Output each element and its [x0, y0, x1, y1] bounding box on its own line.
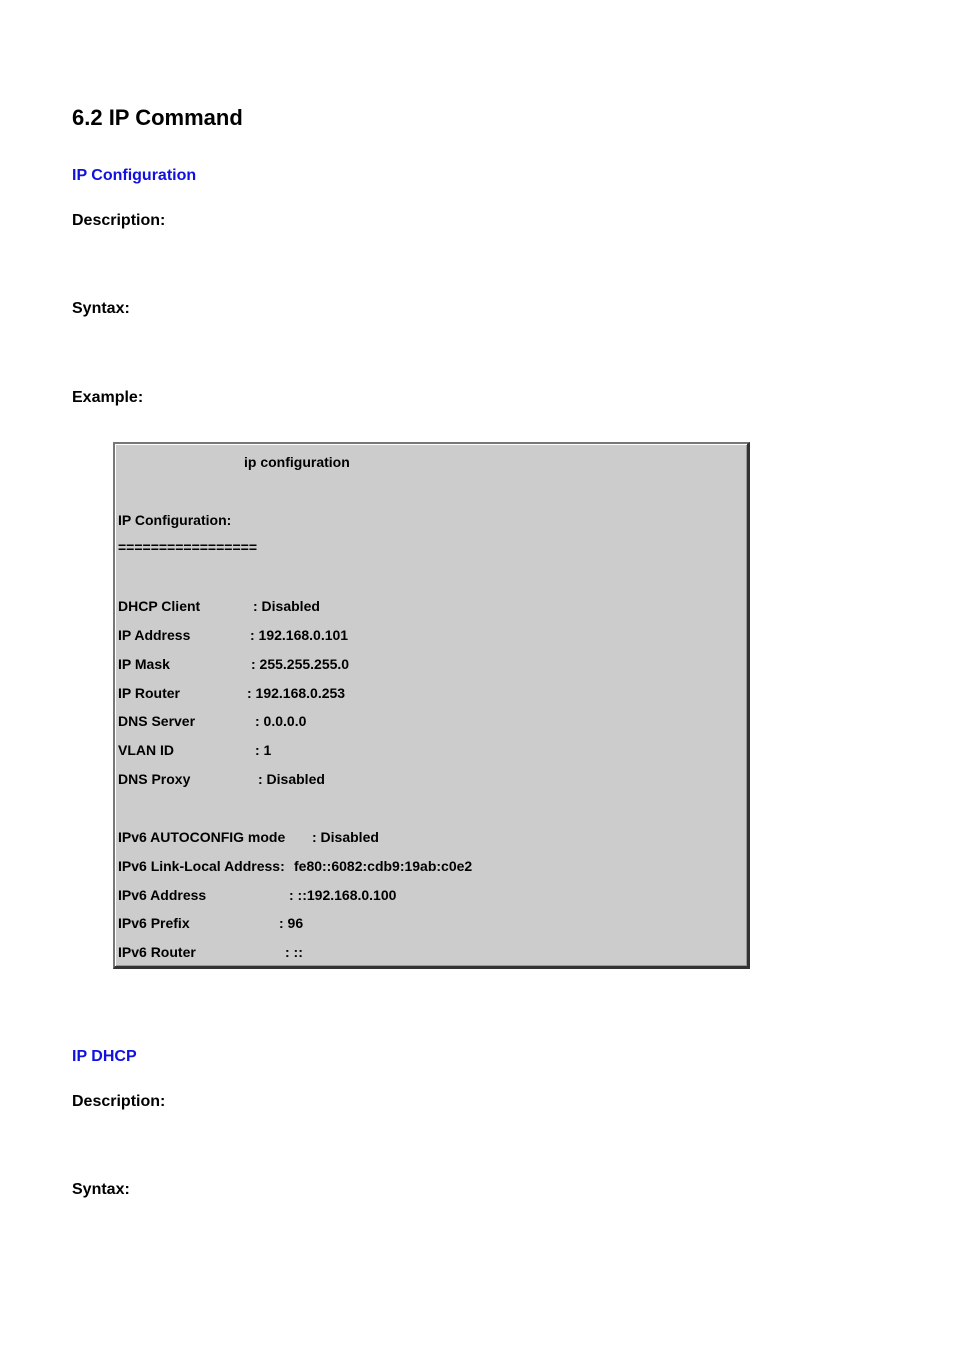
console-value: : 96: [279, 915, 304, 931]
console-value: : 0.0.0.0: [255, 713, 307, 729]
ip-configuration-example-label: Example:: [72, 389, 144, 406]
console-example-box: [113, 442, 750, 969]
console-key: IP Address: [118, 627, 191, 643]
ip-dhcp-syntax-label: Syntax:: [72, 1181, 130, 1198]
console-key: DNS Server: [118, 713, 196, 729]
console-key: IPv6 AUTOCONFIG mode: [118, 829, 286, 845]
console-separator: =================: [118, 539, 257, 555]
console-value: : 192.168.0.253: [247, 685, 346, 701]
ip-configuration-heading: IP Configuration: [72, 167, 197, 184]
console-value: : Disabled: [312, 829, 379, 845]
console-title: IP Configuration:: [118, 512, 232, 528]
console-value: : 255.255.255.0: [251, 656, 350, 672]
section-title: 6.2 IP Command: [72, 105, 243, 130]
ip-dhcp-heading: IP DHCP: [72, 1048, 137, 1065]
ip-configuration-syntax-label: Syntax:: [72, 300, 130, 317]
ip-dhcp-description-label: Description:: [72, 1093, 166, 1110]
console-key: DNS Proxy: [118, 771, 191, 787]
console-value: : Disabled: [253, 598, 320, 614]
console-key: IPv6 Router: [118, 944, 196, 960]
console-key: DHCP Client: [118, 598, 201, 614]
console-value: : 192.168.0.101: [250, 627, 349, 643]
console-key: VLAN ID: [118, 742, 174, 758]
console-command: ip configuration: [244, 454, 350, 470]
console-value: : ::: [285, 944, 303, 960]
console-key: IPv6 Link-Local Address:: [118, 858, 285, 874]
console-value: fe80::6082:cdb9:19ab:c0e2: [294, 858, 473, 874]
console-key: IPv6 Address: [118, 887, 207, 903]
console-value: : 1: [255, 742, 272, 758]
console-key: IP Router: [118, 685, 180, 701]
console-key: IP Mask: [118, 656, 170, 672]
console-key: IPv6 Prefix: [118, 915, 190, 931]
console-value: : ::192.168.0.100: [289, 887, 397, 903]
ip-configuration-description-label: Description:: [72, 212, 166, 229]
console-value: : Disabled: [258, 771, 325, 787]
